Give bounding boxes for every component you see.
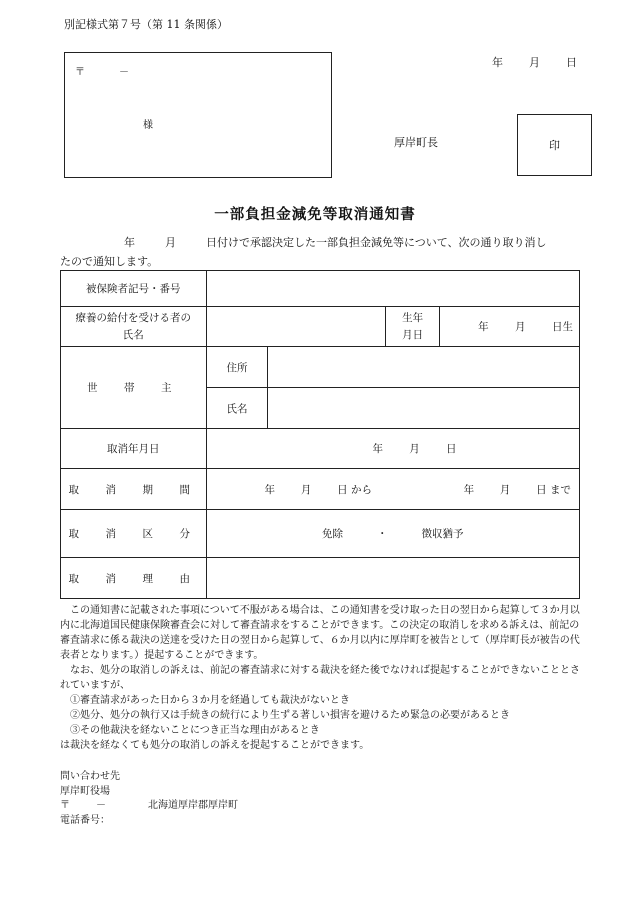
patient-name-label: 療養の給付を受ける者の 氏名 [61, 307, 207, 347]
seal-label: 印 [549, 139, 560, 152]
recipient-address-box [64, 52, 332, 178]
note-paragraph: なお、処分の取消しの訴えは、前記の審査請求に対する裁決を経た後でなければ提起することができないこととされていますが、 [60, 665, 580, 691]
contact-address: 北海道厚岸郡厚岸町 [148, 800, 238, 811]
table-row-insured [61, 271, 580, 307]
table-row-cancel-period [61, 469, 580, 510]
category-option-exemption[interactable]: 免除 [322, 528, 344, 540]
intro-text-line2: たので通知します。 [60, 255, 159, 268]
category-option-deferral[interactable]: 徴収猶予 [421, 528, 464, 540]
issue-year: 年 [492, 56, 503, 69]
form-number: 別記様式第７号（第 11 条関係） [64, 18, 228, 31]
household-name-value[interactable] [268, 388, 580, 429]
postal-dash: － [119, 67, 129, 78]
issue-month: 月 [529, 56, 540, 69]
contact-heading: 問い合わせ先 [60, 771, 120, 782]
table-row-patient [61, 307, 580, 347]
issue-day: 日 [566, 56, 577, 69]
page-title: 一部負担金減免等取消通知書 [214, 206, 416, 223]
appeal-notes [60, 603, 584, 753]
contact-phone-label: 電話番号： [60, 814, 110, 826]
name-label: 氏名 [206, 388, 268, 429]
cancel-reason-label: 取 消 理 由 [61, 558, 207, 599]
intro-month: 月 [165, 236, 176, 249]
note-paragraph: は裁決を経なくても処分の取消しの訴えを提起することができます。 [60, 740, 370, 751]
birth-month: 月 [515, 321, 526, 333]
birth-date-label: 生年 月日 [386, 307, 440, 347]
note-paragraph: この通知書に記載された事項について不服がある場合は、この通知書を受け取った日の翌日から起算して３か月以内に北海道国民健康保険審査会に対して審査請求をすることができます。この決定の取消しを求める訴えは、前記の審査請求に係る裁決の送達を受けた日の翌日から起算して、６か月以内に厚岸町を被告として（厚岸町長が被告の代表者となります。）提起することができます。 [60, 605, 580, 661]
honorific: 様 [143, 120, 153, 131]
contact-postal-dash: － [96, 800, 106, 811]
insured-symbol-label: 被保険者記号・番号 [61, 271, 207, 307]
household-head-label: 世 帯 主 [61, 347, 207, 429]
cancel-date-value[interactable]: 年 月 日 [206, 429, 579, 469]
birth-year: 年 [478, 321, 489, 333]
postal-mark: 〒 [75, 67, 85, 78]
notice-table [60, 270, 580, 599]
issue-date [492, 54, 577, 70]
birth-date-value[interactable] [440, 307, 580, 347]
intro-year: 年 [124, 236, 135, 249]
note-item: ②処分、処分の執行又は手続きの続行により生ずる著しい損害を避けるため緊急の必要があるとき [60, 710, 510, 721]
table-row-cancel-category [61, 510, 580, 558]
table-row-cancel-reason [61, 558, 580, 599]
cancel-period-value[interactable]: 年 月 日 から 年 月 日 まで [206, 469, 579, 510]
contact-office: 厚岸町役場 [60, 785, 110, 797]
category-separator: ・ [377, 528, 388, 540]
cancel-category-value[interactable] [206, 510, 579, 558]
intro-text [60, 233, 580, 271]
insured-symbol-value[interactable] [206, 271, 579, 307]
address-value[interactable] [268, 347, 580, 388]
cancel-period-label: 取 消 期 間 [61, 469, 207, 510]
birth-day: 日生 [552, 321, 573, 333]
note-item: ③その他裁決を経ないことにつき正当な理由があるとき [60, 725, 320, 736]
intro-text-line1: 日付けで承認決定した一部負担金減免等について、次の通り取り消し [206, 236, 547, 249]
contact-postal-mark: 〒 [60, 800, 70, 811]
seal-box [517, 114, 592, 176]
table-row-household-address [61, 347, 580, 388]
cancel-reason-value[interactable] [206, 558, 579, 599]
note-item: ①審査請求があった日から３か月を経過しても裁決がないとき [60, 695, 350, 706]
contact-info [60, 770, 238, 828]
issuer-title: 厚岸町長 [394, 136, 438, 149]
patient-name-value[interactable] [206, 307, 386, 347]
address-label: 住所 [206, 347, 268, 388]
table-row-cancel-date [61, 429, 580, 469]
contact-address-row [60, 799, 238, 814]
cancel-category-label: 取 消 区 分 [61, 510, 207, 558]
cancel-date-label: 取消年月日 [61, 429, 207, 469]
